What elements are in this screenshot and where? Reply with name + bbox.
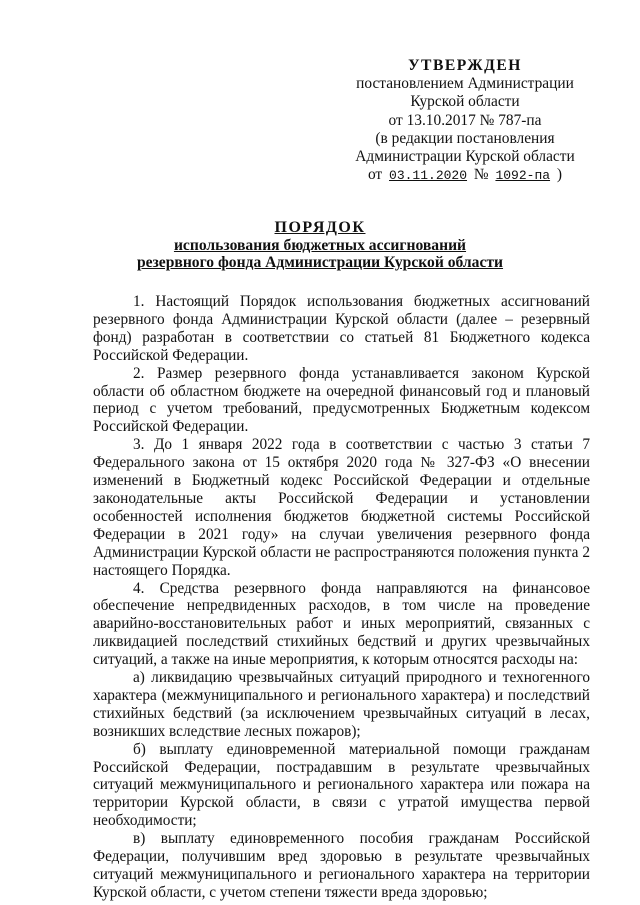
- revision-number: 1092-па: [495, 168, 551, 184]
- subparagraph-v: в) выплату единовременного пособия гражданам Российской Федерации, получившим вред здоровью в результате чрезвычайных ситуаций межмуниципального и регионального характера на территории Курской области, с учетом степени тяжести вреда здоровью;: [93, 830, 590, 901]
- close-paren: ): [556, 166, 563, 184]
- approval-stamp: [340, 57, 590, 185]
- document-title: [120, 219, 520, 272]
- title-line-1: ПОРЯДОК: [274, 219, 366, 236]
- date-prefix: от: [367, 166, 383, 184]
- revision-date-line: [340, 166, 590, 185]
- subparagraph-b: б) выплату единовременной материальной помощи гражданам Российской Федерации, пострадавшим в результате чрезвычайных ситуаций межмуниципального и регионального характера или пожара на территории Курской области, в связи с утратой имущества первой необходимости;: [93, 740, 590, 830]
- approval-line-1: постановлением Администрации: [356, 75, 574, 93]
- title-line-3: резервного фонда Администрации Курской области: [136, 254, 504, 272]
- approval-line-4: (в редакции постановления: [375, 129, 555, 147]
- title-line-2: использования бюджетных ассигнований: [173, 236, 467, 254]
- number-prefix: №: [473, 166, 489, 184]
- approval-line-3: от 13.10.2017 № 787-па: [388, 111, 542, 129]
- revision-date: 03.11.2020: [389, 168, 468, 184]
- paragraph-4: 4. Средства резервного фонда направляются на финансовое обеспечение непредвиденных расходов, в том числе на проведение аварийно-восстановительных работ и иных мероприятий, связанных с ликвидацией последствий стихийных бедствий и других чрезвычайных ситуаций, а также на иные мероприятия, к которым относятся расходы на:: [93, 579, 590, 669]
- approval-title: УТВЕРЖДЕН: [408, 57, 522, 74]
- paragraph-1: 1. Настоящий Порядок использования бюджетных ассигнований резервного фонда Администрации Курской области (далее – резервный фонд) разработан в соответствии со статьей 81 Бюджетного кодекса Российской Федерации.: [93, 293, 590, 364]
- paragraph-3: 3. До 1 января 2022 года в соответствии с частью 3 статьи 7 Федерального закона от 15 октября 2020 года № 327-ФЗ «О внесении изменений в Бюджетный кодекс Российской Федерации и отдельные законодательные акты Российской Федерации и установлении особенностей исполнения бюджетов бюджетной системы Российской Федерации в 2021 году» на случаи увеличения резервного фонда Администрации Курской области не распространяются положения пункта 2 настоящего Порядка.: [93, 436, 590, 579]
- document-body: [93, 293, 590, 902]
- approval-line-2: Курской области: [410, 93, 520, 111]
- paragraph-2: 2. Размер резервного фонда устанавливается законом Курской области об областном бюджете на очередной финансовый год и плановый период с учетом требований, предусмотренных Бюджетным кодексом Российской Федерации.: [93, 364, 590, 436]
- approval-line-5: Администрации Курской области: [355, 148, 575, 166]
- subparagraph-a: а) ликвидацию чрезвычайных ситуаций природного и техногенного характера (межмуниципального и регионального характера) и последствий стихийных бедствий (за исключением чрезвычайных ситуаций в лесах, возникших вследствие лесных пожаров);: [93, 669, 590, 740]
